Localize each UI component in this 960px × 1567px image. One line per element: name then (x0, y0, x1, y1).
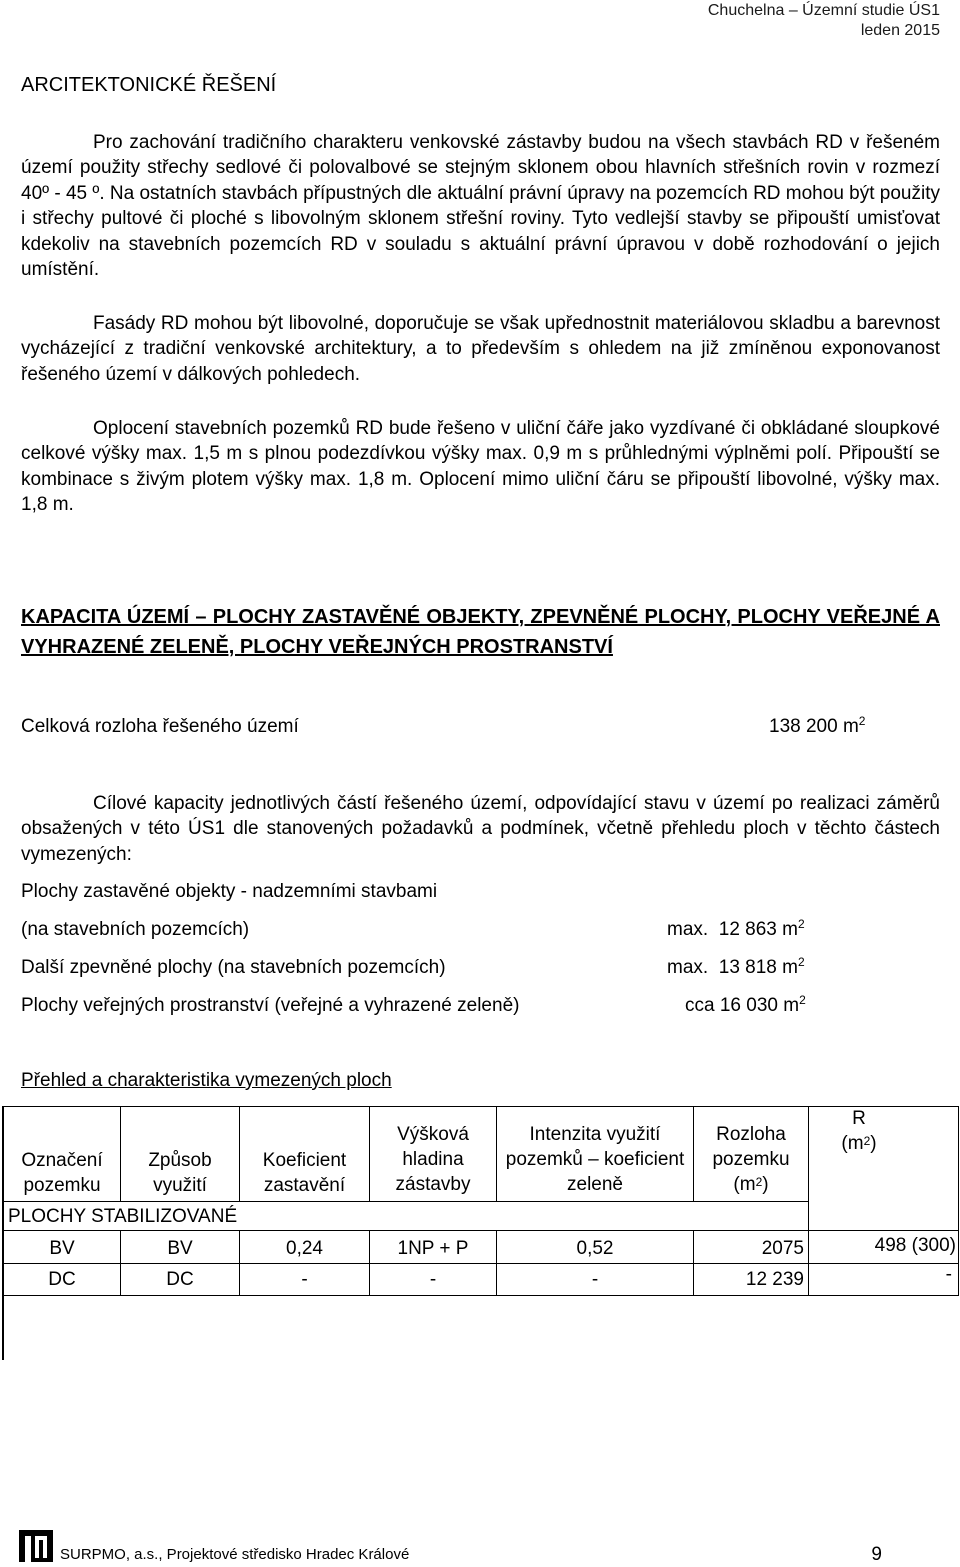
area-row-number: 12 863 m (718, 919, 798, 940)
area-row-prefix: cca (685, 995, 715, 1016)
table-cell: - (429, 1269, 437, 1290)
column-header-usage: Způsob využití (148, 1150, 212, 1196)
total-area-label: Celková rozloha řešeného území (21, 716, 299, 737)
column-header-designation: Označení pozemku (21, 1150, 103, 1196)
table-cell: 2075 (761, 1238, 804, 1259)
table-cell: 0,52 (576, 1238, 614, 1259)
superscript: 2 (858, 714, 866, 728)
paragraph-roofs (21, 130, 940, 282)
group-row-stabilized: PLOCHY STABILIZOVANÉ (8, 1206, 238, 1227)
total-area-number: 138 200 m (769, 716, 859, 737)
paragraph-capacities-text: Cílové kapacity jednotlivých částí řešeného území, odpovídající stavu v území po realizaci záměrů obsažených v této ÚS1 dle stanovených požadavků a podmínek, včetně přehledu ploch v těchto částech vymezených: (21, 793, 940, 865)
table-cell: DC (48, 1269, 76, 1290)
built-area-heading: Plochy zastavěné objekty - nadzemními stavbami (21, 881, 438, 902)
table-caption: Přehled a charakteristika vymezených ploch (21, 1070, 392, 1091)
paragraph-capacities (21, 791, 940, 867)
paragraph-roofs-text: Pro zachování tradičního charakteru venkovské zástavby budou na všech stavbách RD v řešeném území použity střechy sedlové či polovalbové se stejným sklonem obou hlavních střešních rovin v rozmezí 40º - 45 º. Na ostatních stavbách přípustných dle aktuální právní úpravy na pozemcích RD mohou být použity i střechy pultové či ploché s libovolným sklonem střešní roviny. Tyto vedlejší stavby se připouští umisťovat kdekoliv na stavebních pozemcích RD v souladu s aktuální právní úpravou v době rozhodování o jejich umístění. (21, 132, 940, 281)
superscript: 2 (755, 1175, 763, 1189)
area-row-label: Další zpevněné plochy (na stavebních pozemcích) (21, 957, 446, 978)
superscript: 2 (797, 955, 805, 969)
table-cell: 1NP + P (397, 1238, 469, 1259)
column-header-coverage: Koeficient zastavění (262, 1150, 347, 1196)
column-header-height: Výšková hladina zástavby (395, 1124, 471, 1195)
column-header-area (694, 1122, 808, 1197)
area-row-value (667, 919, 805, 941)
table-cell: BV (167, 1238, 193, 1259)
superscript: 2 (797, 917, 805, 931)
area-row-label: (na stavebních pozemcích) (21, 919, 250, 940)
table-cell: 498 (300) (874, 1235, 956, 1256)
superscript: 2 (863, 1134, 871, 1148)
area-row-number: 13 818 m (718, 957, 798, 978)
column-header-area-text: Rozloha pozemku (m (712, 1124, 790, 1195)
table-cell: - (301, 1269, 308, 1290)
total-area-value (769, 716, 865, 738)
header-date: leden 2015 (860, 22, 940, 39)
section-title-capacity: KAPACITA ÚZEMÍ – PLOCHY ZASTAVĚNÉ OBJEKTY, ZPEVNĚNÉ PLOCHY, PLOCHY VEŘEJNÉ A VYHRAZENÉ ZELENĚ, PLOCHY VEŘEJNÝCH PROSTRANSTVÍ (21, 606, 940, 658)
column-header-intensity: Intenzita využití pozemků – koeficient zeleně (505, 1124, 685, 1195)
paragraph-facades (21, 311, 940, 387)
paragraph-fencing (21, 416, 940, 518)
area-row-value (685, 995, 806, 1017)
section-title-architecture: ARCITEKTONICKÉ ŘEŠENÍ (21, 74, 277, 96)
area-row-prefix: max. (667, 957, 709, 978)
page-number: 9 (871, 1544, 882, 1565)
column-header-r-letter: R (852, 1108, 866, 1129)
table-cell: 0,24 (286, 1238, 323, 1259)
column-header-r-close: ) (870, 1133, 877, 1154)
paragraph-facades-text: Fasády RD mohou být libovolné, doporučuje se však upřednostnit materiálovou skladbu a barevnost vycházející z tradiční venkovské architektury, a to především s ohledem na již zmíněnou exponovanost řešeného území v dálkových pohledech. (21, 313, 940, 385)
company-logo-icon (19, 1528, 55, 1564)
superscript: 2 (799, 993, 806, 1007)
area-row-value (667, 957, 805, 979)
paragraph-fencing-text: Oplocení stavebních pozemků RD bude řešeno v uliční čáře jako vyzdívané či obkládané sloupkové celkové výšky max. 1,5 m s plnou podezdívkou výšky max. 0,9 m s průhlednými výplněmi polí. Připouští se kombinace s živým plotem výšky max. 1,8 m. Oplocení mimo uliční čáru se připouští libovolné, výšky max. 1,8 m. (21, 418, 940, 516)
table-cell: - (591, 1269, 599, 1290)
table-cell: - (945, 1264, 952, 1285)
table-cell: 12 239 (745, 1269, 804, 1290)
area-row-label: Plochy veřejných prostranství (veřejné a vyhrazené zeleně) (21, 995, 520, 1016)
area-row-number: 16 030 m (719, 995, 800, 1016)
table-cell: DC (166, 1269, 194, 1290)
column-header-area-close: ) (762, 1174, 769, 1195)
header-title: Chuchelna – Územní studie ÚS1 (707, 2, 940, 19)
column-header-r (809, 1106, 909, 1156)
footer-company: SURPMO, a.s., Projektové středisko Hradec Králové (60, 1546, 410, 1563)
area-row-prefix: max. (667, 919, 709, 940)
column-header-r-unit: (m (841, 1133, 864, 1154)
table-cell: BV (49, 1238, 75, 1259)
